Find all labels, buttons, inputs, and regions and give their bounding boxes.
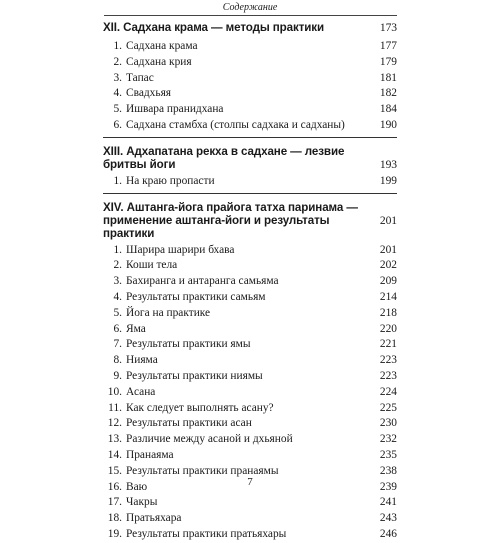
- entry-title: Нияма: [126, 354, 158, 367]
- entry-page: 202: [379, 259, 397, 272]
- entry-page: 214: [379, 290, 397, 303]
- entry-number: 14.: [107, 448, 122, 461]
- toc-entry[interactable]: [103, 401, 397, 417]
- entry-title: Яма: [126, 322, 146, 335]
- toc-section-xii: [103, 21, 397, 138]
- toc-entry[interactable]: [103, 86, 397, 102]
- section-divider: [103, 137, 397, 138]
- entry-title: Коши тела: [126, 259, 178, 272]
- toc-entry[interactable]: [103, 448, 397, 464]
- entry-number: 10.: [107, 385, 122, 398]
- entry-number: 9.: [113, 369, 122, 382]
- toc-entry[interactable]: [103, 71, 397, 87]
- section-heading[interactable]: [103, 145, 397, 171]
- entry-number: 4.: [113, 290, 122, 303]
- entry-number: 16.: [107, 480, 122, 493]
- toc-entry[interactable]: [103, 55, 397, 71]
- page-number: 7: [247, 476, 253, 488]
- entry-title: На краю пропасти: [126, 174, 215, 187]
- entry-title: Чакры: [126, 496, 158, 509]
- entry-title: Садхана крама: [126, 40, 198, 52]
- entry-title: Результаты практики ниямы: [126, 369, 263, 382]
- toc-entry[interactable]: [103, 511, 397, 527]
- toc-entry[interactable]: [103, 39, 397, 55]
- toc-entry[interactable]: [103, 118, 397, 134]
- toc-entry[interactable]: [103, 243, 397, 259]
- entry-title: Тапас: [126, 71, 154, 84]
- entry-number: 7.: [113, 338, 122, 351]
- entry-page: 209: [379, 275, 397, 288]
- entry-number: 6.: [113, 322, 122, 335]
- entry-page: 177: [379, 40, 397, 52]
- running-head: Содержание: [222, 2, 278, 13]
- entry-page: 230: [379, 417, 397, 430]
- section-title: XIV. Аштанга-йога прайога татха паринама — применение аштанга-йоги и результаты практики: [103, 200, 358, 240]
- entry-number: 6.: [113, 118, 122, 131]
- toc-entry[interactable]: [103, 495, 397, 511]
- toc-entry[interactable]: [103, 432, 397, 448]
- section-title: XIII. Адхапатана рекха в садхане — лезвие бритвы йоги: [103, 144, 345, 171]
- toc-entry[interactable]: [103, 290, 397, 306]
- entry-page: 182: [379, 87, 397, 100]
- toc-entry[interactable]: [103, 274, 397, 290]
- entry-page: 190: [379, 118, 397, 131]
- entry-number: 5.: [113, 306, 122, 319]
- toc-section-xiv: [103, 201, 397, 543]
- entry-page: 223: [379, 354, 397, 367]
- toc-section-xiii: [103, 145, 397, 194]
- entry-page: 220: [379, 322, 397, 335]
- section-page: 201: [379, 213, 397, 227]
- toc-entry[interactable]: [103, 369, 397, 385]
- toc-entry[interactable]: [103, 353, 397, 369]
- entry-number: 13.: [107, 433, 122, 446]
- entry-page: 246: [379, 527, 397, 540]
- entry-number: 2.: [113, 55, 122, 68]
- entry-title: Бахиранга и антаранга самьяма: [126, 275, 279, 288]
- entry-title: Садхана стамбха (столпы садхака и садханы): [126, 118, 345, 131]
- section-heading[interactable]: [103, 201, 397, 240]
- toc-entry[interactable]: [103, 385, 397, 401]
- entry-page: 232: [379, 433, 397, 446]
- entry-title: Результаты практики асан: [126, 417, 252, 430]
- section-title: XII. Садхана крама — методы практики: [103, 21, 325, 34]
- entry-number: 15.: [107, 464, 122, 477]
- entry-page: 235: [379, 448, 397, 461]
- entry-page: 184: [379, 103, 397, 116]
- entry-number: 8.: [113, 354, 122, 367]
- entry-number: 1.: [113, 243, 122, 256]
- entry-title: Результаты практики ямы: [126, 338, 251, 351]
- entry-page: 201: [379, 243, 397, 256]
- entry-number: 5.: [113, 103, 122, 116]
- toc-entry[interactable]: [103, 102, 397, 118]
- entry-page: 223: [379, 369, 397, 382]
- entry-number: 1.: [113, 174, 122, 187]
- toc-entry[interactable]: [103, 306, 397, 322]
- toc-entry[interactable]: [103, 322, 397, 338]
- entry-page: 225: [379, 401, 397, 414]
- entry-page: 238: [379, 464, 397, 477]
- entry-title: Асана: [126, 385, 156, 398]
- entry-number: 3.: [113, 71, 122, 84]
- entry-page: 224: [379, 385, 397, 398]
- entry-page: 181: [379, 71, 397, 84]
- entry-title: Результаты практики пранаямы: [126, 464, 279, 477]
- entry-number: 3.: [113, 275, 122, 288]
- entry-title: Результаты практики пратьяхары: [126, 527, 287, 540]
- entry-number: 19.: [107, 527, 122, 540]
- entry-page: 179: [379, 55, 397, 68]
- entry-page: 239: [379, 480, 397, 493]
- entry-number: 18.: [107, 512, 122, 525]
- entry-title: Ишвара пранидхана: [126, 103, 224, 116]
- section-page: 193: [379, 157, 397, 171]
- toc-entry[interactable]: [103, 258, 397, 274]
- entry-number: 12.: [107, 417, 122, 430]
- toc-entry[interactable]: [103, 337, 397, 353]
- entry-number: 11.: [108, 401, 122, 414]
- toc-entry[interactable]: [103, 416, 397, 432]
- entry-number: 2.: [113, 259, 122, 272]
- entry-page: 241: [379, 496, 397, 509]
- entry-page: 218: [379, 306, 397, 319]
- entry-number: 1.: [113, 40, 122, 52]
- section-page: 173: [379, 21, 397, 34]
- entry-number: 17.: [107, 496, 122, 509]
- entry-page: 243: [379, 512, 397, 525]
- toc-entry[interactable]: [103, 527, 397, 543]
- entry-page: 221: [379, 338, 397, 351]
- entry-title: Ваю: [126, 480, 148, 493]
- table-of-contents: [103, 15, 397, 543]
- entry-number: 4.: [113, 87, 122, 100]
- entry-title: Садхана крия: [126, 55, 192, 68]
- entry-title: Пранаяма: [126, 448, 174, 461]
- section-heading[interactable]: [103, 21, 397, 34]
- entry-title: Свадхьяя: [126, 87, 172, 100]
- entry-title: Результаты практики самьям: [126, 290, 266, 303]
- entry-title: Йога на практике: [126, 306, 211, 319]
- section-divider: [103, 193, 397, 194]
- toc-entry[interactable]: [103, 174, 397, 190]
- entry-title: Различие между асаной и дхьяной: [126, 433, 293, 446]
- entry-title: Как следует выполнять асану?: [126, 401, 274, 414]
- entry-page: 199: [379, 174, 397, 187]
- entry-title: Пратьяхара: [126, 512, 182, 525]
- entry-title: Шарира шарири бхава: [126, 243, 235, 256]
